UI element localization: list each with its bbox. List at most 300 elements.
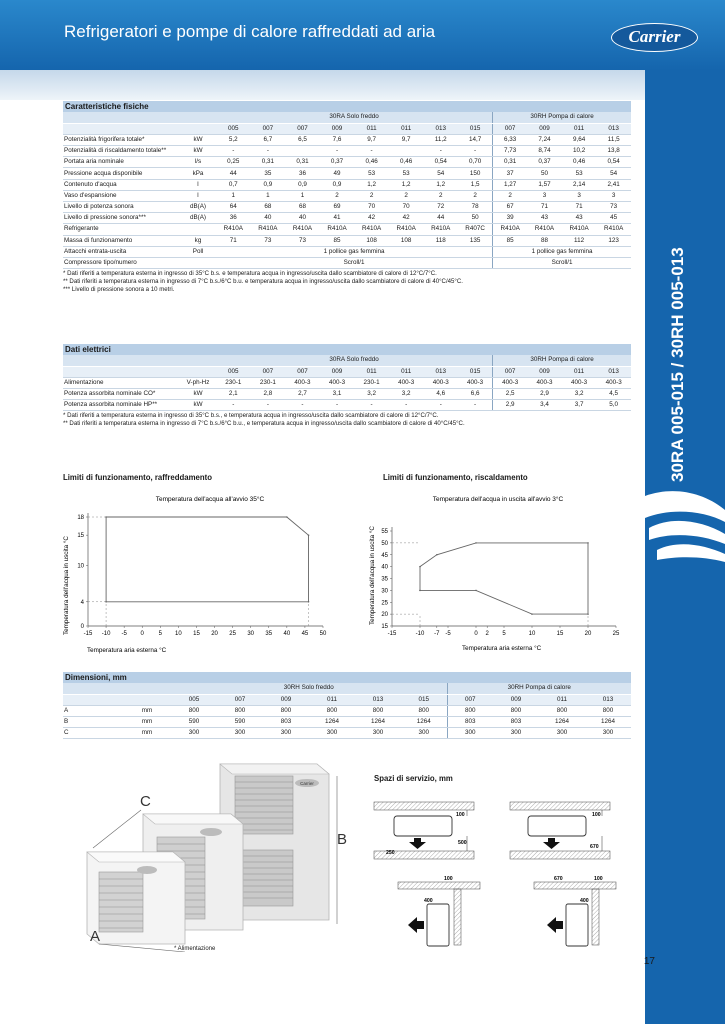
table-model-header <box>63 366 631 377</box>
envelope-point <box>475 590 477 592</box>
cell-value: 2 <box>320 190 355 201</box>
cell-value: 135 <box>458 235 493 246</box>
small-unit <box>87 852 185 944</box>
table-row <box>63 134 631 145</box>
cell-value: 7,24 <box>527 134 562 145</box>
cell-value: 41 <box>320 213 355 224</box>
cell-value: R410A <box>216 224 251 235</box>
x-tick-label: 30 <box>247 631 255 637</box>
footnote: *** Livello di pressione sonora a 10 metri. <box>63 285 175 293</box>
group-header-ra: 30RH Solo freddo <box>171 683 447 694</box>
cell-value: 6,7 <box>251 134 286 145</box>
clearance-value: 500 <box>458 840 467 846</box>
cell-value: 400-3 <box>562 377 597 388</box>
clearance-bottom-right <box>534 876 616 946</box>
envelope-point <box>436 554 438 556</box>
cell-value: 10,2 <box>562 146 597 157</box>
cell-value: 800 <box>401 705 447 716</box>
cell-value: 40 <box>285 213 320 224</box>
x-tick-label: 15 <box>556 631 564 637</box>
cell-value: 3,7 <box>562 400 597 411</box>
y-tick-label: 30 <box>381 588 388 595</box>
cell-value: 300 <box>447 728 493 739</box>
cell-value: 1,27 <box>493 179 528 190</box>
table-group-header <box>63 683 631 694</box>
cell-value: 3,2 <box>562 389 597 400</box>
cell-value: 42 <box>389 213 424 224</box>
x-tick-label: 40 <box>283 631 291 637</box>
clearance-value: 250 <box>386 850 395 856</box>
cell-value: 73 <box>285 235 320 246</box>
header-band <box>0 70 645 100</box>
section-title: Dimensioni, mm <box>63 672 631 683</box>
x-tick-label: -5 <box>121 631 127 637</box>
cell-value: 69 <box>320 202 355 213</box>
cell-value: 590 <box>171 717 217 728</box>
row-unit: kW <box>180 134 216 145</box>
cell-value: 1,5 <box>458 179 493 190</box>
cell-value: 2 <box>389 190 424 201</box>
cell-value: 44 <box>216 168 251 179</box>
cell-value: - <box>354 146 389 157</box>
cell-value: 230-1 <box>354 377 389 388</box>
envelope-point <box>105 516 107 518</box>
cell-value: R410A <box>251 224 286 235</box>
cell-value: 36 <box>285 168 320 179</box>
model-header: 013 <box>355 694 401 705</box>
row-unit: l <box>180 190 216 201</box>
model-header: 009 <box>527 123 562 134</box>
dimension-label-a: A <box>90 928 101 945</box>
cell-value: - <box>285 400 320 411</box>
row-label: Potenzialità frigorifera totale* <box>63 134 180 145</box>
cell-value: 4,6 <box>423 389 458 400</box>
cell-value: 0,9 <box>285 179 320 190</box>
cell-value: 5,2 <box>216 134 251 145</box>
cell-value: 0,25 <box>216 157 251 168</box>
cell-value: 800 <box>585 705 631 716</box>
cell-value: 0,31 <box>493 157 528 168</box>
cell-value: 0,46 <box>389 157 424 168</box>
cell-value: 40 <box>251 213 286 224</box>
row-label: Attacchi entrata-uscita <box>63 246 180 257</box>
y-axis-label: Temperatura dell'acqua in uscita °C <box>63 536 70 635</box>
model-header: 011 <box>354 123 389 134</box>
row-label: Pressione acqua disponibile <box>63 168 180 179</box>
cell-value: 800 <box>309 705 355 716</box>
cell-value: 800 <box>447 705 493 716</box>
envelope-point <box>587 613 589 615</box>
cell-value: 400-3 <box>285 377 320 388</box>
cell-value: 6,5 <box>285 134 320 145</box>
cell-value: 1,2 <box>354 179 389 190</box>
row-unit: l/s <box>180 157 216 168</box>
cell-value: R410A <box>320 224 355 235</box>
row-label: B <box>63 717 123 728</box>
table-row <box>63 235 631 246</box>
model-header: 011 <box>309 694 355 705</box>
cell-value: 71 <box>562 202 597 213</box>
cell-value: 2 <box>354 190 389 201</box>
electrical-data-table <box>63 355 631 411</box>
x-tick-label: 10 <box>528 631 536 637</box>
cell-value: 2,14 <box>562 179 597 190</box>
cell-value: 44 <box>423 213 458 224</box>
row-label: Potenza assorbita nominale CO* <box>63 389 180 400</box>
power-supply-note: * Alimentazione <box>174 946 216 952</box>
row-label: Portata aria nominale <box>63 157 180 168</box>
cell-value: 300 <box>401 728 447 739</box>
model-header: 005 <box>171 694 217 705</box>
cell-value: 230-1 <box>216 377 251 388</box>
cell-value: 2,8 <box>251 389 286 400</box>
footnote: * Dati riferiti a temperatura esterna in ingresso di 35°C b.s. e temperatura acqua in ingresso/uscita dallo scambiatore di calore di 12°C/7°C. <box>63 270 437 278</box>
cell-value: 300 <box>355 728 401 739</box>
row-unit <box>180 224 216 235</box>
y-tick-label: 4 <box>80 599 84 606</box>
heating-limits-chart <box>366 492 630 660</box>
cell-value: 400-3 <box>596 377 631 388</box>
cell-value: 11,5 <box>596 134 631 145</box>
cell-value: 7,6 <box>320 134 355 145</box>
cooling-limits-title: Limiti di funzionamento, raffreddamento <box>63 473 213 482</box>
y-tick-label: 50 <box>381 540 388 547</box>
y-tick-label: 25 <box>381 600 388 607</box>
model-header: 009 <box>527 366 562 377</box>
row-label: Potenzialità di riscaldamento totale** <box>63 146 180 157</box>
cell-value: 0,46 <box>354 157 389 168</box>
cell-value: 53 <box>389 168 424 179</box>
cell-value: 3,2 <box>389 389 424 400</box>
clearance-value: 100 <box>592 812 601 818</box>
row-unit: kg <box>180 235 216 246</box>
table-row <box>63 213 631 224</box>
cell-value: - <box>216 400 251 411</box>
row-unit: kW <box>180 400 216 411</box>
cell-value: 803 <box>263 717 309 728</box>
cell-value: 2,7 <box>285 389 320 400</box>
footnotes <box>63 412 631 428</box>
dimension-line-a <box>99 944 185 952</box>
cell-value: 6,33 <box>493 134 528 145</box>
sidebar-model-range: 30RA 005-015 / 30RH 005-013 <box>668 247 687 483</box>
cell-value: 3,1 <box>320 389 355 400</box>
cell-value: 1 pollice gas femmina <box>493 246 631 257</box>
cell-value <box>285 146 320 157</box>
group-header-rh: 30RH Pompa di calore <box>493 355 631 366</box>
cell-value: 43 <box>562 213 597 224</box>
model-header: 009 <box>320 366 355 377</box>
row-label: C <box>63 728 123 739</box>
cell-value: 5,0 <box>596 400 631 411</box>
cell-value: Scroll/1 <box>493 257 631 268</box>
cell-value: 800 <box>493 705 539 716</box>
table-model-header <box>63 123 631 134</box>
dimensions-section <box>63 672 631 739</box>
y-tick-label: 18 <box>77 515 84 521</box>
envelope-point <box>531 613 533 615</box>
row-unit: mm <box>123 717 171 728</box>
cell-value: 400-3 <box>389 377 424 388</box>
cell-value: - <box>251 400 286 411</box>
model-header: 007 <box>493 123 528 134</box>
envelope-point <box>475 542 477 544</box>
page-title: Refrigeratori e pompe di calore raffreddati ad aria <box>64 22 436 41</box>
model-header: 011 <box>562 123 597 134</box>
cell-value: 1,2 <box>389 179 424 190</box>
model-header: 007 <box>217 694 263 705</box>
section-title: Caratteristiche fisiche <box>63 101 631 112</box>
operating-envelope <box>420 543 588 614</box>
x-tick-label: 35 <box>265 631 273 637</box>
cell-value: 64 <box>216 202 251 213</box>
model-header: 007 <box>285 123 320 134</box>
table-row <box>63 257 631 268</box>
x-tick-label: 15 <box>193 631 200 637</box>
row-label: Livello di pressione sonora*** <box>63 213 180 224</box>
cell-value: 2,9 <box>493 400 528 411</box>
page-tab <box>645 968 653 1024</box>
row-unit: Poll <box>180 246 216 257</box>
wave-logo-icon <box>645 488 725 568</box>
cell-value: 800 <box>355 705 401 716</box>
cell-value: 72 <box>423 202 458 213</box>
cell-value: 400-3 <box>458 377 493 388</box>
cell-value: 400-3 <box>423 377 458 388</box>
cell-value: R410A <box>493 224 528 235</box>
x-axis-label: Temperatura aria esterna °C <box>462 645 542 652</box>
cell-value: 2 <box>493 190 528 201</box>
cell-value: 53 <box>354 168 389 179</box>
model-header: 007 <box>251 123 286 134</box>
cell-value: 400-3 <box>320 377 355 388</box>
technical-data-section <box>63 101 631 294</box>
cell-value: - <box>320 400 355 411</box>
table-row <box>63 224 631 235</box>
cell-value: 2,5 <box>493 389 528 400</box>
model-header: 007 <box>285 366 320 377</box>
cell-value: 800 <box>539 705 585 716</box>
x-tick-label: 20 <box>211 631 218 637</box>
cell-value: 7,73 <box>493 146 528 157</box>
footnote: ** Dati riferiti a temperatura esterna in ingresso di 7°C b.s./6°C b.u., e temperatura acqua in ingresso/uscita dallo scambiatore di calore di 40°C/45°C. <box>63 420 465 428</box>
cell-value: R410A <box>285 224 320 235</box>
clearance-top-right <box>510 802 610 859</box>
group-header-rh: 30RH Pompa di calore <box>493 112 631 123</box>
cell-value: 1,2 <box>423 179 458 190</box>
row-label: Massa di funzionamento <box>63 235 180 246</box>
cell-value: 37 <box>493 168 528 179</box>
page-number: 17 <box>643 956 655 967</box>
row-unit: kW <box>180 146 216 157</box>
row-unit: kPa <box>180 168 216 179</box>
cell-value: 300 <box>585 728 631 739</box>
cell-value: 300 <box>263 728 309 739</box>
cell-value: 300 <box>493 728 539 739</box>
cell-value: 1,57 <box>527 179 562 190</box>
cell-value: 1264 <box>401 717 447 728</box>
model-header: 011 <box>562 366 597 377</box>
service-clearances-title: Spazi di servizio, mm <box>374 774 453 783</box>
cell-value: 0,70 <box>458 157 493 168</box>
y-tick-label: 45 <box>381 552 388 559</box>
cell-value: 53 <box>562 168 597 179</box>
cell-value: 3,4 <box>527 400 562 411</box>
cell-value: 0,37 <box>527 157 562 168</box>
cell-value: 230-1 <box>251 377 286 388</box>
table-group-header <box>63 112 631 123</box>
model-header: 013 <box>596 123 631 134</box>
y-tick-label: 55 <box>381 529 388 535</box>
cell-value: 2,9 <box>527 389 562 400</box>
table-model-header <box>63 694 631 705</box>
group-header-ra: 30RA Solo freddo <box>216 355 493 366</box>
dimension-line-c <box>93 810 141 848</box>
group-header-rh: 30RH Pompa di calore <box>447 683 631 694</box>
cell-value: 400-3 <box>493 377 528 388</box>
cell-value: 108 <box>354 235 389 246</box>
clearance-value: 670 <box>590 844 599 850</box>
model-header: 005 <box>216 366 251 377</box>
carrier-logo: Carrier <box>611 23 698 52</box>
cell-value: 43 <box>527 213 562 224</box>
cell-value: 68 <box>251 202 286 213</box>
cell-value: 9,64 <box>562 134 597 145</box>
cell-value: 803 <box>447 717 493 728</box>
heating-limits-title: Limiti di funzionamento, riscaldamento <box>383 473 528 482</box>
cell-value: 6,6 <box>458 389 493 400</box>
clearance-value: 100 <box>594 876 603 882</box>
cell-value: 3,2 <box>354 389 389 400</box>
footnote: * Dati riferiti a temperatura esterna in ingresso di 35°C b.s., e temperatura acqua in ingresso/uscita dallo scambiatore di calore di 12°C/7°C. <box>63 412 439 420</box>
y-tick-label: 10 <box>77 563 84 570</box>
x-tick-label: -5 <box>445 631 451 637</box>
cell-value: R410A <box>527 224 562 235</box>
cell-value: 50 <box>458 213 493 224</box>
cell-value: 88 <box>527 235 562 246</box>
cell-value: 0,37 <box>320 157 355 168</box>
group-header-ra: 30RA Solo freddo <box>216 112 493 123</box>
cell-value: 1 pollice gas femmina <box>216 246 493 257</box>
y-tick-label: 15 <box>381 624 388 630</box>
cooling-limits-chart <box>60 492 340 660</box>
cell-value: 85 <box>320 235 355 246</box>
cell-value: 13,8 <box>596 146 631 157</box>
clearance-bottom-left <box>398 876 480 946</box>
x-tick-label: -10 <box>101 631 111 637</box>
row-label: Refrigerante <box>63 224 180 235</box>
cell-value: 78 <box>458 202 493 213</box>
row-unit <box>180 257 216 268</box>
row-unit: dB(A) <box>180 202 216 213</box>
cell-value: - <box>423 146 458 157</box>
envelope-point <box>286 516 288 518</box>
cell-value: 9,7 <box>389 134 424 145</box>
y-tick-label: 40 <box>381 564 388 571</box>
cell-value: 11,2 <box>423 134 458 145</box>
cell-value: - <box>389 400 424 411</box>
cell-value: 1264 <box>309 717 355 728</box>
row-label: Potenza assorbita nominale HP** <box>63 400 180 411</box>
x-tick-label: 20 <box>584 631 592 637</box>
clearance-value: 100 <box>444 876 453 882</box>
cell-value: 42 <box>354 213 389 224</box>
model-header: 013 <box>585 694 631 705</box>
cell-value: R407C <box>458 224 493 235</box>
clearance-value: 400 <box>580 898 589 904</box>
envelope-point <box>419 590 421 592</box>
cell-value: 68 <box>285 202 320 213</box>
table-row <box>63 157 631 168</box>
row-label: Vaso d'espansione <box>63 190 180 201</box>
cell-value: 70 <box>389 202 424 213</box>
table-row <box>63 168 631 179</box>
cell-value: - <box>458 146 493 157</box>
x-tick-label: 0 <box>474 631 478 637</box>
row-label: A <box>63 705 123 716</box>
x-tick-label: 50 <box>319 631 327 637</box>
cell-value: 71 <box>527 202 562 213</box>
row-label: Livello di potenza sonora <box>63 202 180 213</box>
clearance-value: 100 <box>456 812 465 818</box>
cell-value: 36 <box>216 213 251 224</box>
cell-value: 2 <box>458 190 493 201</box>
envelope-point <box>587 542 589 544</box>
dimension-label-c: C <box>140 793 151 810</box>
model-header: 011 <box>389 366 424 377</box>
table-row <box>63 202 631 213</box>
cell-value: 800 <box>171 705 217 716</box>
model-header: 009 <box>263 694 309 705</box>
model-header: 009 <box>320 123 355 134</box>
cell-value: 1 <box>216 190 251 201</box>
x-tick-label: -15 <box>83 631 93 637</box>
cell-value: R410A <box>562 224 597 235</box>
model-header: 011 <box>389 123 424 134</box>
x-tick-label: 0 <box>140 631 144 637</box>
clearance-value: 400 <box>424 898 433 904</box>
row-unit: dB(A) <box>180 213 216 224</box>
page-header <box>0 0 725 70</box>
y-axis-label: Temperatura dell'acqua in uscita °C <box>369 526 376 625</box>
cell-value: 800 <box>217 705 263 716</box>
table-row <box>63 389 631 400</box>
cell-value: - <box>423 400 458 411</box>
cell-value: 0,9 <box>320 179 355 190</box>
table-row <box>63 400 631 411</box>
cell-value: 2,41 <box>596 179 631 190</box>
cell-value: 803 <box>493 717 539 728</box>
envelope-point <box>105 601 107 603</box>
cell-value: 0,31 <box>251 157 286 168</box>
cell-value: 73 <box>596 202 631 213</box>
cell-value: 70 <box>354 202 389 213</box>
model-header: 007 <box>251 366 286 377</box>
cell-value: 4,5 <box>596 389 631 400</box>
y-tick-label: 15 <box>77 533 84 540</box>
clearance-top-left <box>374 802 474 859</box>
cell-value: 300 <box>539 728 585 739</box>
x-tick-label: -10 <box>415 631 425 637</box>
model-header: 011 <box>354 366 389 377</box>
table-row <box>63 146 631 157</box>
cell-value: 54 <box>423 168 458 179</box>
table-row <box>63 705 631 716</box>
cell-value: 590 <box>217 717 263 728</box>
section-title: Dati elettrici <box>63 344 631 355</box>
cell-value: 2 <box>423 190 458 201</box>
service-clearances-diagram <box>372 796 622 952</box>
